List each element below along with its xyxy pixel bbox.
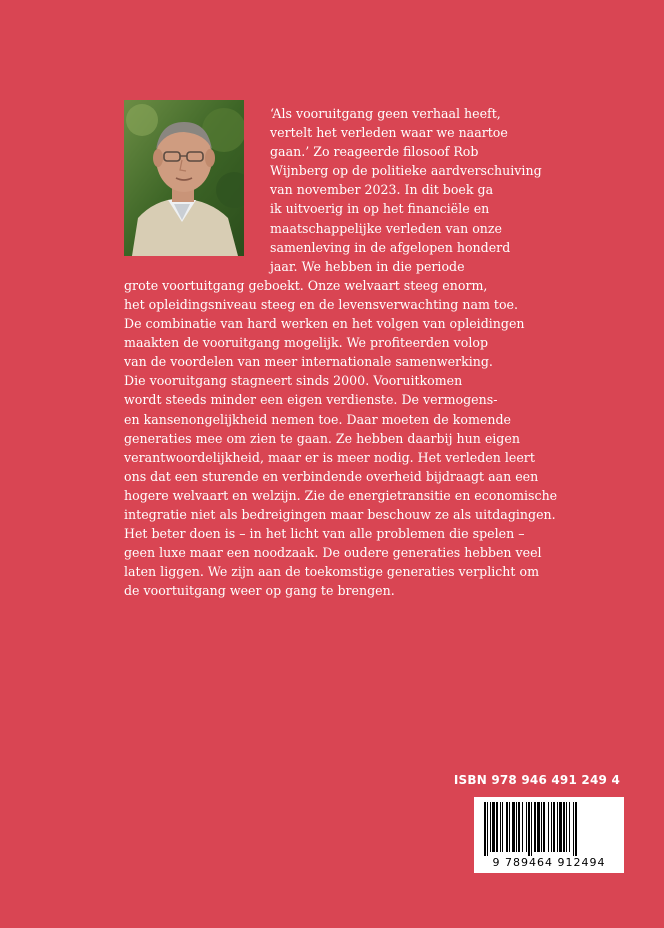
blurb-line: maakten de vooruitgang mogelijk. We profiteerden volop <box>124 335 489 351</box>
blurb-line: wordt steeds minder een eigen verdienste. De vermogens- <box>124 392 498 408</box>
blurb-line: samenleving in de afgelopen honderd <box>270 239 511 255</box>
barcode-bar <box>526 802 527 852</box>
barcode-bar <box>484 802 486 856</box>
barcode-bar <box>502 802 503 852</box>
blurb-line: de voortuitgang weer op gang te brengen. <box>124 583 395 599</box>
blurb-line: grote voortuitgang geboekt. Onze welvaart steeg enorm, <box>124 277 488 293</box>
barcode-bars-icon <box>482 802 616 858</box>
blurb-line: ons dat een sturende en verbindende overheid bijdraagt aan een <box>124 468 539 484</box>
barcode-bar <box>566 802 567 852</box>
blurb-line: ik uitvoerig in op het financiële en <box>270 201 490 217</box>
isbn-label: ISBN 978 946 491 249 4 <box>453 773 620 787</box>
blurb-line: De combinatie van hard werken en het volgen van opleidingen <box>124 316 525 332</box>
barcode-bar <box>512 802 515 852</box>
barcode-bar <box>575 802 577 856</box>
barcode-bar <box>506 802 508 852</box>
barcode-bar <box>531 802 532 856</box>
barcode-bar <box>553 802 555 852</box>
blurb-line: Die vooruitgang stagneert sinds 2000. Vooruitkomen <box>124 373 463 389</box>
barcode-bar <box>563 802 565 852</box>
blurb-line: Wijnberg op de politieke aardverschuiving <box>270 163 542 179</box>
barcode-bar <box>559 802 562 852</box>
barcode-bar <box>509 802 510 852</box>
barcode-bar <box>543 802 545 852</box>
barcode-bar <box>534 802 536 852</box>
blurb-line: het opleidingsniveau steeg en de levensverwachting nam toe. <box>124 296 519 312</box>
barcode-bar <box>496 802 498 852</box>
blurb-line: Het beter doen is – in het licht van alle problemen die spelen – <box>124 526 525 542</box>
barcode-bar <box>492 802 495 852</box>
barcode-digits: 9 789464 912494 <box>492 856 606 869</box>
blurb-line: vertelt het verleden waar we naartoe <box>270 125 508 141</box>
barcode-bar <box>573 802 574 856</box>
barcode-bar <box>569 802 570 852</box>
barcode-bar <box>548 802 549 852</box>
blurb-line: maatschappelijke verleden van onze <box>270 220 502 236</box>
barcode-bar <box>518 802 520 852</box>
barcode-bar <box>528 802 530 856</box>
blurb-line: gaan.’ Zo reageerde filosoof Rob <box>270 144 479 160</box>
barcode-bar <box>522 802 523 852</box>
barcode-bar <box>557 802 558 852</box>
blurb-line: ‘Als vooruitgang geen verhaal heeft, <box>270 106 501 121</box>
blurb-line: generaties mee om zien te gaan. Ze hebben daarbij hun eigen <box>124 430 520 446</box>
blurb-line: verantwoordelijkheid, maar er is meer nodig. Het verleden leert <box>124 449 535 465</box>
back-cover-blurb <box>124 104 558 600</box>
barcode-bar <box>487 802 488 856</box>
barcode-bar <box>541 802 542 852</box>
blurb-line: van november 2023. In dit boek ga <box>270 182 494 198</box>
barcode <box>474 797 624 873</box>
blurb-line: jaar. We hebben in die periode <box>270 258 465 274</box>
barcode-bar <box>537 802 540 852</box>
barcode-bar <box>500 802 501 852</box>
blurb-line: integratie niet als bedreigingen maar beschouw ze als uitdagingen. <box>124 506 556 522</box>
blurb-line: geen luxe maar een noodzaak. De oudere generaties hebben veel <box>124 545 542 561</box>
blurb-line: van de voordelen van meer internationale samenwerking. <box>124 354 493 370</box>
barcode-bar <box>490 802 491 852</box>
blurb-line: laten liggen. We zijn aan de toekomstige generaties verplicht om <box>124 564 540 580</box>
blurb-line: hogere welvaart en welzijn. Zie de energietransitie en economische <box>124 487 558 503</box>
barcode-bar <box>516 802 517 852</box>
barcode-bar <box>551 802 552 852</box>
blurb-line: en kansenongelijkheid nemen toe. Daar moeten de komende <box>124 411 511 427</box>
